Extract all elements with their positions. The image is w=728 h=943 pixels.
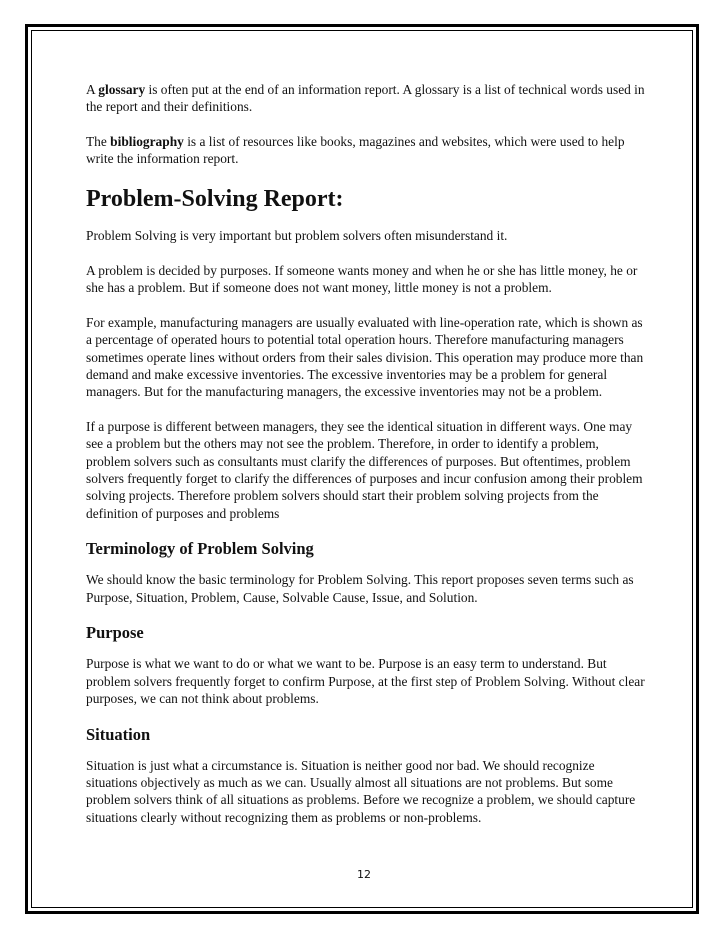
report-paragraph-3: For example, manufacturing managers are usually evaluated with line-operation rate, which is shown as a percentage of operated hours to potential total operation hours. Therefore manufacturing managers sometimes operate lines without orders from their sales division. This operation may produce more than demand and make excessive inventories. The excessive inventories may be a problem for general managers. But for the manufacturing managers, the excessive inventories may not be a problem.: [86, 315, 644, 400]
bibliography-term: bibliography: [110, 134, 184, 150]
report-paragraph-1: Problem Solving is very important but problem solvers often misunderstand it.: [86, 228, 508, 244]
purpose-paragraph: Purpose is what we want to do or what we want to be. Purpose is an easy term to understand. But problem solvers frequently forget to confirm Purpose, at the first step of Problem Solving. Without clear purposes, we can not think about problems.: [86, 656, 645, 707]
bibliography-text: is a list of resources like books, magazines and websites, which were used to help write the information report.: [86, 134, 625, 167]
report-paragraph-2: A problem is decided by purposes. If someone wants money and when he or she has little money, he or she has a problem. But if someone does not want money, little money is not a problem.: [86, 262, 638, 296]
purpose-heading: Purpose: [86, 623, 144, 643]
terminology-paragraph: We should know the basic terminology for Problem Solving. This report proposes seven terms such as Purpose, Situation, Problem, Cause, Solvable Cause, Issue, and Solution.: [86, 572, 634, 605]
situation-paragraph: Situation is just what a circumstance is. Situation is neither good nor bad. We should recognize situations objectively as much as we can. Usually almost all situations are not problems. But some problem solvers think of all situations as problems. Before we recognize a problem, we should capture situations clearly without recognizing them as problems or non-problems.: [86, 757, 636, 825]
glossary-prefix: A: [86, 82, 99, 97]
bibliography-prefix: The: [86, 134, 111, 150]
glossary-term: glossary: [98, 82, 146, 97]
situation-heading: Situation: [86, 724, 151, 744]
bibliography-paragraph: [86, 133, 646, 168]
document-body: [86, 81, 646, 844]
report-paragraph-4: If a purpose is different between managers, they see the identical situation in different ways. One may see a problem but the others may not see the problem. Therefore, in order to identify a problem, problem solvers such as consultants must clarify the differences of purposes. But oftentimes, problem solvers frequently forget to clarify the differences of purposes and incur confusion among their problem solving projects. Therefore problem solvers should start their problem solving projects from the definition of purposes and problems: [86, 419, 643, 521]
report-heading: Problem-Solving Report:: [86, 186, 344, 213]
glossary-paragraph: [86, 81, 646, 116]
terminology-heading: Terminology of Problem Solving: [86, 539, 314, 559]
glossary-text: is often put at the end of an information report. A glossary is a list of technical words used in the report and their definitions.: [86, 82, 645, 115]
page-number: 12: [357, 868, 371, 881]
